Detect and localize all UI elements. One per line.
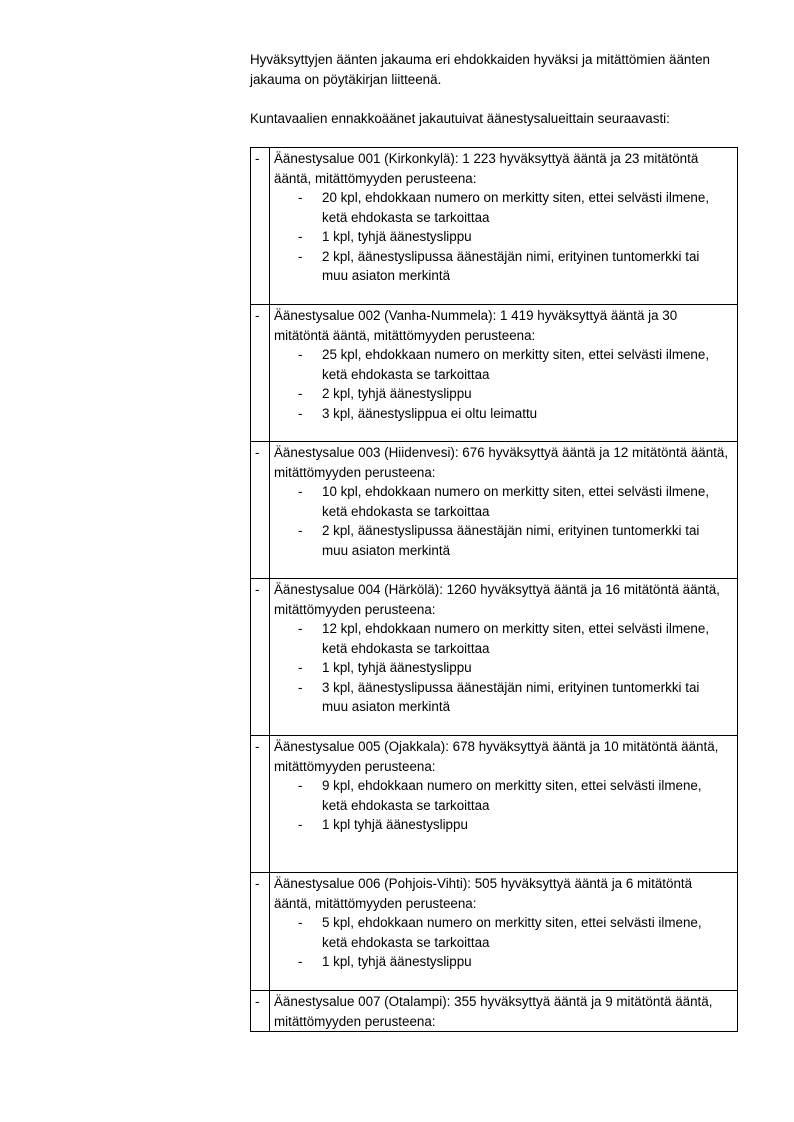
intro-text	[250, 50, 750, 128]
invalid-reasons-list	[274, 913, 733, 972]
district-row	[251, 991, 738, 1032]
invalid-reason-text: 1 kpl, tyhjä äänestyslippu	[322, 229, 472, 244]
invalid-reasons-list	[274, 482, 733, 560]
district-summary: Äänestysalue 001 (Kirkonkylä): 1 223 hyväksyttyä ääntä ja 23 mitätöntä ääntä, mitättömyyden perusteena:	[274, 151, 699, 186]
invalid-reason-text: 10 kpl, ehdokkaan numero on merkitty siten, ettei selvästi ilmene, ketä ehdokasta se tarkoittaa	[322, 484, 710, 519]
invalid-reason-item	[274, 188, 733, 227]
item-dash-marker: -	[298, 386, 303, 401]
invalid-reason-text: 5 kpl, ehdokkaan numero on merkitty siten, ettei selvästi ilmene, ketä ehdokasta se tarkoittaa	[322, 915, 702, 950]
invalid-reason-text: 3 kpl, äänestyslipussa äänestäjän nimi, erityinen tuntomerkki tai muu asiaton merkintä	[322, 679, 700, 714]
invalid-reason-text: 3 kpl, äänestyslippua ei oltu leimattu	[322, 405, 538, 421]
item-dash-marker: -	[298, 190, 303, 205]
invalid-reason-item	[274, 815, 733, 835]
item-dash-marker: -	[298, 954, 303, 969]
district-row	[251, 148, 738, 305]
district-cell	[270, 736, 738, 873]
item-dash-marker: -	[298, 817, 303, 832]
invalid-reason-item	[274, 384, 733, 404]
invalid-reason-text: 9 kpl, ehdokkaan numero on merkitty siten, ettei selvästi ilmene, ketä ehdokasta se tarkoittaa	[322, 778, 702, 813]
item-dash-marker: -	[298, 523, 303, 538]
district-summary: Äänestysalue 007 (Otalampi): 355 hyväksyttyä ääntä ja 9 mitätöntä ääntä, mitättömyyden perusteena:	[274, 994, 713, 1029]
invalid-reason-item	[274, 227, 733, 247]
invalid-reason-item	[274, 678, 733, 717]
intro-paragraph-2: Kuntavaalien ennakkoäänet jakautuivat äänestysalueittain seuraavasti:	[250, 110, 670, 126]
invalid-reasons-list	[274, 345, 733, 423]
district-cell	[270, 148, 738, 305]
invalid-reason-item	[274, 913, 733, 952]
invalid-reason-text: 12 kpl, ehdokkaan numero on merkitty siten, ettei selvästi ilmene, ketä ehdokasta se tarkoittaa	[322, 621, 710, 656]
row-dash-marker: -	[251, 736, 270, 873]
invalid-reason-item	[274, 345, 733, 384]
invalid-reasons-list	[274, 776, 733, 835]
district-summary: Äänestysalue 004 (Härkölä): 1260 hyväksyttyä ääntä ja 16 mitätöntä ääntä, mitättömyyden perusteena:	[274, 582, 720, 617]
row-dash-marker: -	[251, 148, 270, 305]
district-row	[251, 305, 738, 442]
invalid-reason-item	[274, 619, 733, 658]
district-cell	[270, 579, 738, 736]
item-dash-marker: -	[298, 484, 303, 499]
item-dash-marker: -	[298, 621, 303, 636]
invalid-reason-text: 1 kpl, tyhjä äänestyslippu	[322, 954, 472, 969]
item-dash-marker: -	[298, 915, 303, 930]
district-row	[251, 442, 738, 579]
row-dash-marker: -	[251, 991, 270, 1032]
row-dash-marker: -	[251, 442, 270, 579]
district-cell	[270, 305, 738, 442]
item-dash-marker: -	[298, 229, 303, 244]
invalid-reason-item	[274, 247, 733, 286]
invalid-reason-text: 25 kpl, ehdokkaan numero on merkitty siten, ettei selvästi ilmene, ketä ehdokasta se tarkoittaa	[322, 347, 710, 382]
item-dash-marker: -	[298, 660, 303, 675]
district-summary: Äänestysalue 002 (Vanha-Nummela): 1 419 hyväksyttyä ääntä ja 30 mitätöntä ääntä, mitättömyyden perusteena:	[274, 308, 678, 343]
invalid-reasons-list	[274, 619, 733, 717]
district-cell	[270, 873, 738, 991]
invalid-reason-item	[274, 658, 733, 678]
row-dash-marker: -	[251, 305, 270, 442]
district-row	[251, 873, 738, 991]
district-summary: Äänestysalue 005 (Ojakkala): 678 hyväksyttyä ääntä ja 10 mitätöntä ääntä, mitättömyyden perusteena:	[274, 739, 719, 774]
item-dash-marker: -	[298, 405, 303, 421]
invalid-reason-text: 1 kpl, tyhjä äänestyslippu	[322, 660, 472, 675]
district-summary: Äänestysalue 003 (Hiidenvesi): 676 hyväksyttyä ääntä ja 12 mitätöntä ääntä, mitättömyyden perusteena:	[274, 445, 729, 480]
district-row	[251, 579, 738, 736]
invalid-reason-item	[274, 404, 733, 424]
item-dash-marker: -	[298, 679, 303, 695]
invalid-reason-text: 2 kpl, äänestyslipussa äänestäjän nimi, erityinen tuntomerkki tai muu asiaton merkintä	[322, 248, 700, 283]
item-dash-marker: -	[298, 248, 303, 264]
district-cell	[270, 442, 738, 579]
invalid-reason-item	[274, 521, 733, 560]
intro-paragraph-1: Hyväksyttyjen äänten jakauma eri ehdokkaiden hyväksi ja mitättömien äänten jakauma on pöytäkirjan liitteenä.	[250, 52, 710, 87]
invalid-reason-text: 1 kpl tyhjä äänestyslippu	[322, 817, 468, 832]
invalid-reason-text: 2 kpl, tyhjä äänestyslippu	[322, 386, 472, 401]
invalid-reason-item	[274, 482, 733, 521]
row-dash-marker: -	[251, 873, 270, 991]
district-cell	[270, 991, 738, 1032]
voting-district-rows	[251, 148, 738, 1032]
invalid-reasons-list	[274, 188, 733, 286]
district-summary: Äänestysalue 006 (Pohjois-Vihti): 505 hyväksyttyä ääntä ja 6 mitätöntä ääntä, mitättömyyden perusteena:	[274, 876, 693, 911]
item-dash-marker: -	[298, 778, 303, 793]
district-row	[251, 736, 738, 873]
invalid-reason-item	[274, 776, 733, 815]
voting-district-table	[250, 147, 738, 1032]
row-dash-marker: -	[251, 579, 270, 736]
invalid-reason-text: 20 kpl, ehdokkaan numero on merkitty siten, ettei selvästi ilmene, ketä ehdokasta se tarkoittaa	[322, 190, 710, 225]
invalid-reason-text: 2 kpl, äänestyslipussa äänestäjän nimi, erityinen tuntomerkki tai muu asiaton merkintä	[322, 523, 700, 558]
item-dash-marker: -	[298, 347, 303, 362]
invalid-reason-item	[274, 952, 733, 972]
